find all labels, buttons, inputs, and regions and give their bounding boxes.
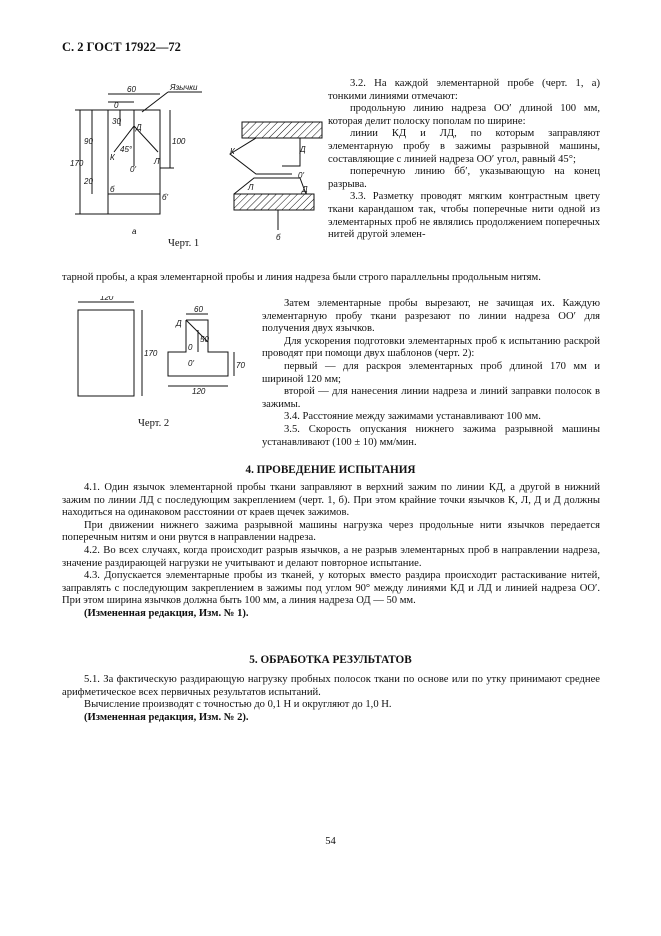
para-5-1: 5.1. За фактическую раздирающую нагрузку пробных полосок ткани по основе или по утку принимают среднее арифметическое всех первичных результатов испытаний. [62, 674, 600, 698]
fig2-dim-50: 50 [200, 335, 209, 344]
para-4-1: 4.1. Один язычок элементарной пробы ткани заправляют в верхний зажим по линии КД, а другой в нижний зажим по линии ЛД с последующим закреплением (черт. 1, б). При этом крайние точки язычков К, Л, Д и Д должны находиться на одинаковом расстоянии от краев щечек зажимов. [62, 482, 600, 519]
para-templates: Для ускорения подготовки элементарных проб к испытанию раскрой проводят при помощи двух шаблонов (черт. 2): [262, 335, 600, 360]
para-4-3: 4.3. Допускается элементарные пробы из тканей, у которых вместо раздира происходит растаскивание нитей, заправлять с последующим закреплением в зажимы под углом 90° между линиями КД и ЛД и линией надреза ОО′. При этом ширина язычков должна быть 100 мм, а линия надреза ОД — 50 мм. [62, 570, 600, 607]
fig2-caption: Черт. 2 [138, 418, 170, 429]
fig2-dim-120b: 120 [192, 387, 206, 396]
fig1-b-label-o-prime: 0' [298, 171, 304, 180]
figure-1 [70, 82, 330, 257]
page-number: 54 [325, 836, 336, 847]
para-3-2-item2: линии КД и ЛД, по которым заправляют элементарную пробу в зажимы разрывной машины, составляющие с линией надреза ОО′ угол, равный 45°; [328, 128, 600, 165]
fig1-dim-90: 90 [84, 137, 93, 146]
template-2: второй — для нанесения линии надреза и линий заправки полосок в зажимы. [262, 386, 600, 410]
page-header: С. 2 ГОСТ 17922—72 [62, 40, 181, 54]
fig1-label-a: а [132, 227, 137, 236]
para-5-1b: Вычисление производят с точностью до 0,1 Н и округляют до 1,0 Н. [84, 699, 392, 711]
template-1: первый — для раскроя элементарных проб длиной 170 мм и шириной 120 мм; [262, 360, 600, 385]
para-3-4: 3.4. Расстояние между зажимами устанавливают 100 мм. [284, 411, 541, 423]
para-3-2-lead: 3.2. На каждой элементарной пробе (черт. 1, а) тонкими линиями отмечают: [328, 78, 600, 102]
fig1-label-l: Л [154, 157, 160, 166]
section-5-title: 5. ОБРАБОТКА РЕЗУЛЬТАТОВ [249, 654, 412, 666]
para-3-3-part1: 3.3. Разметку проводят мягким контрастным цвету ткани карандашом так, чтобы поперечные нити одной из элементарных проб не являлись продолжением поперечных нитей другой элемен- [328, 191, 600, 241]
fig1-label-o: 0 [114, 101, 119, 110]
section-4-title: 4. ПРОВЕДЕНИЕ ИСПЫТАНИЯ [245, 464, 416, 476]
fig2-dim-60: 60 [194, 305, 203, 314]
fig2-label-d: Д [176, 319, 182, 328]
section-4-edition: (Измененная редакция, Изм. № 1). [84, 607, 249, 619]
fig1-dim-170: 170 [70, 159, 84, 168]
fig2-label-o: 0 [188, 343, 193, 352]
para-4-2: 4.2. Во всех случаях, когда происходит разрыв язычков, а не разрыв элементарных проб в направлении надреза, значение раздирающей нагрузки не учитывают и делают повторное испытание. [62, 544, 600, 569]
figure-2 [62, 296, 262, 412]
fig1-label-o-prime: 0' [130, 165, 136, 174]
fig1-dim-30: 30 [112, 117, 121, 126]
fig1-dim-20: 20 [84, 177, 93, 186]
fig1-b-label-l: Л [248, 183, 254, 192]
para-3-5: 3.5. Скорость опускания нижнего зажима разрывной машины устанавливают (100 ± 10) мм/мин. [262, 423, 600, 448]
para-3-2-item1: продольную линию надреза ОО′ длиной 100 мм, которая делит полоску пополам по ширине: [328, 103, 600, 127]
fig1-label-k: К [110, 153, 115, 162]
para-cut: Затем элементарные пробы вырезают, не зачищая их. Каждую элементарную пробу ткани разрезают по линии надреза ОО′ для получения двух язычков. [262, 298, 600, 335]
fig1-angle: 45° [120, 145, 133, 154]
fig1-label-b-prime: б' [162, 193, 169, 202]
fig1-label-b: б [110, 185, 115, 194]
fig2-dim-120a: 120 [100, 296, 114, 302]
fig1-tongues-label: Язычки [170, 83, 198, 92]
para-4-1b: При движении нижнего зажима разрывной машины нагрузка через продольные нити язычков передается поперечным нитям и они рвутся в направлении надреза. [62, 519, 600, 544]
fig1-dim-100: 100 [172, 137, 186, 146]
fig1-caption: Черт. 1 [168, 238, 200, 249]
fig2-label-o-prime: 0' [188, 359, 194, 368]
para-3-2-item3: поперечную линию бб′, указывающую на конец разрыва. [328, 166, 600, 190]
fig2-dim-70: 70 [236, 361, 245, 370]
fig1-b-label-k: К [230, 147, 235, 156]
para-3-3-part2: тарной пробы, а края элементарной пробы и линия надреза были строго параллельны продольным нитям. [62, 272, 541, 283]
fig1-label-b-sub: б [276, 233, 281, 242]
fig1-b-label-d2: Д [302, 185, 308, 194]
fig2-dim-170: 170 [144, 349, 158, 358]
section-5-edition: (Измененная редакция, Изм. № 2). [84, 711, 249, 723]
fig1-b-label-d: Д [300, 145, 306, 154]
fig1-label-d: Д [136, 123, 142, 132]
fig1-dim-60: 60 [127, 85, 136, 94]
